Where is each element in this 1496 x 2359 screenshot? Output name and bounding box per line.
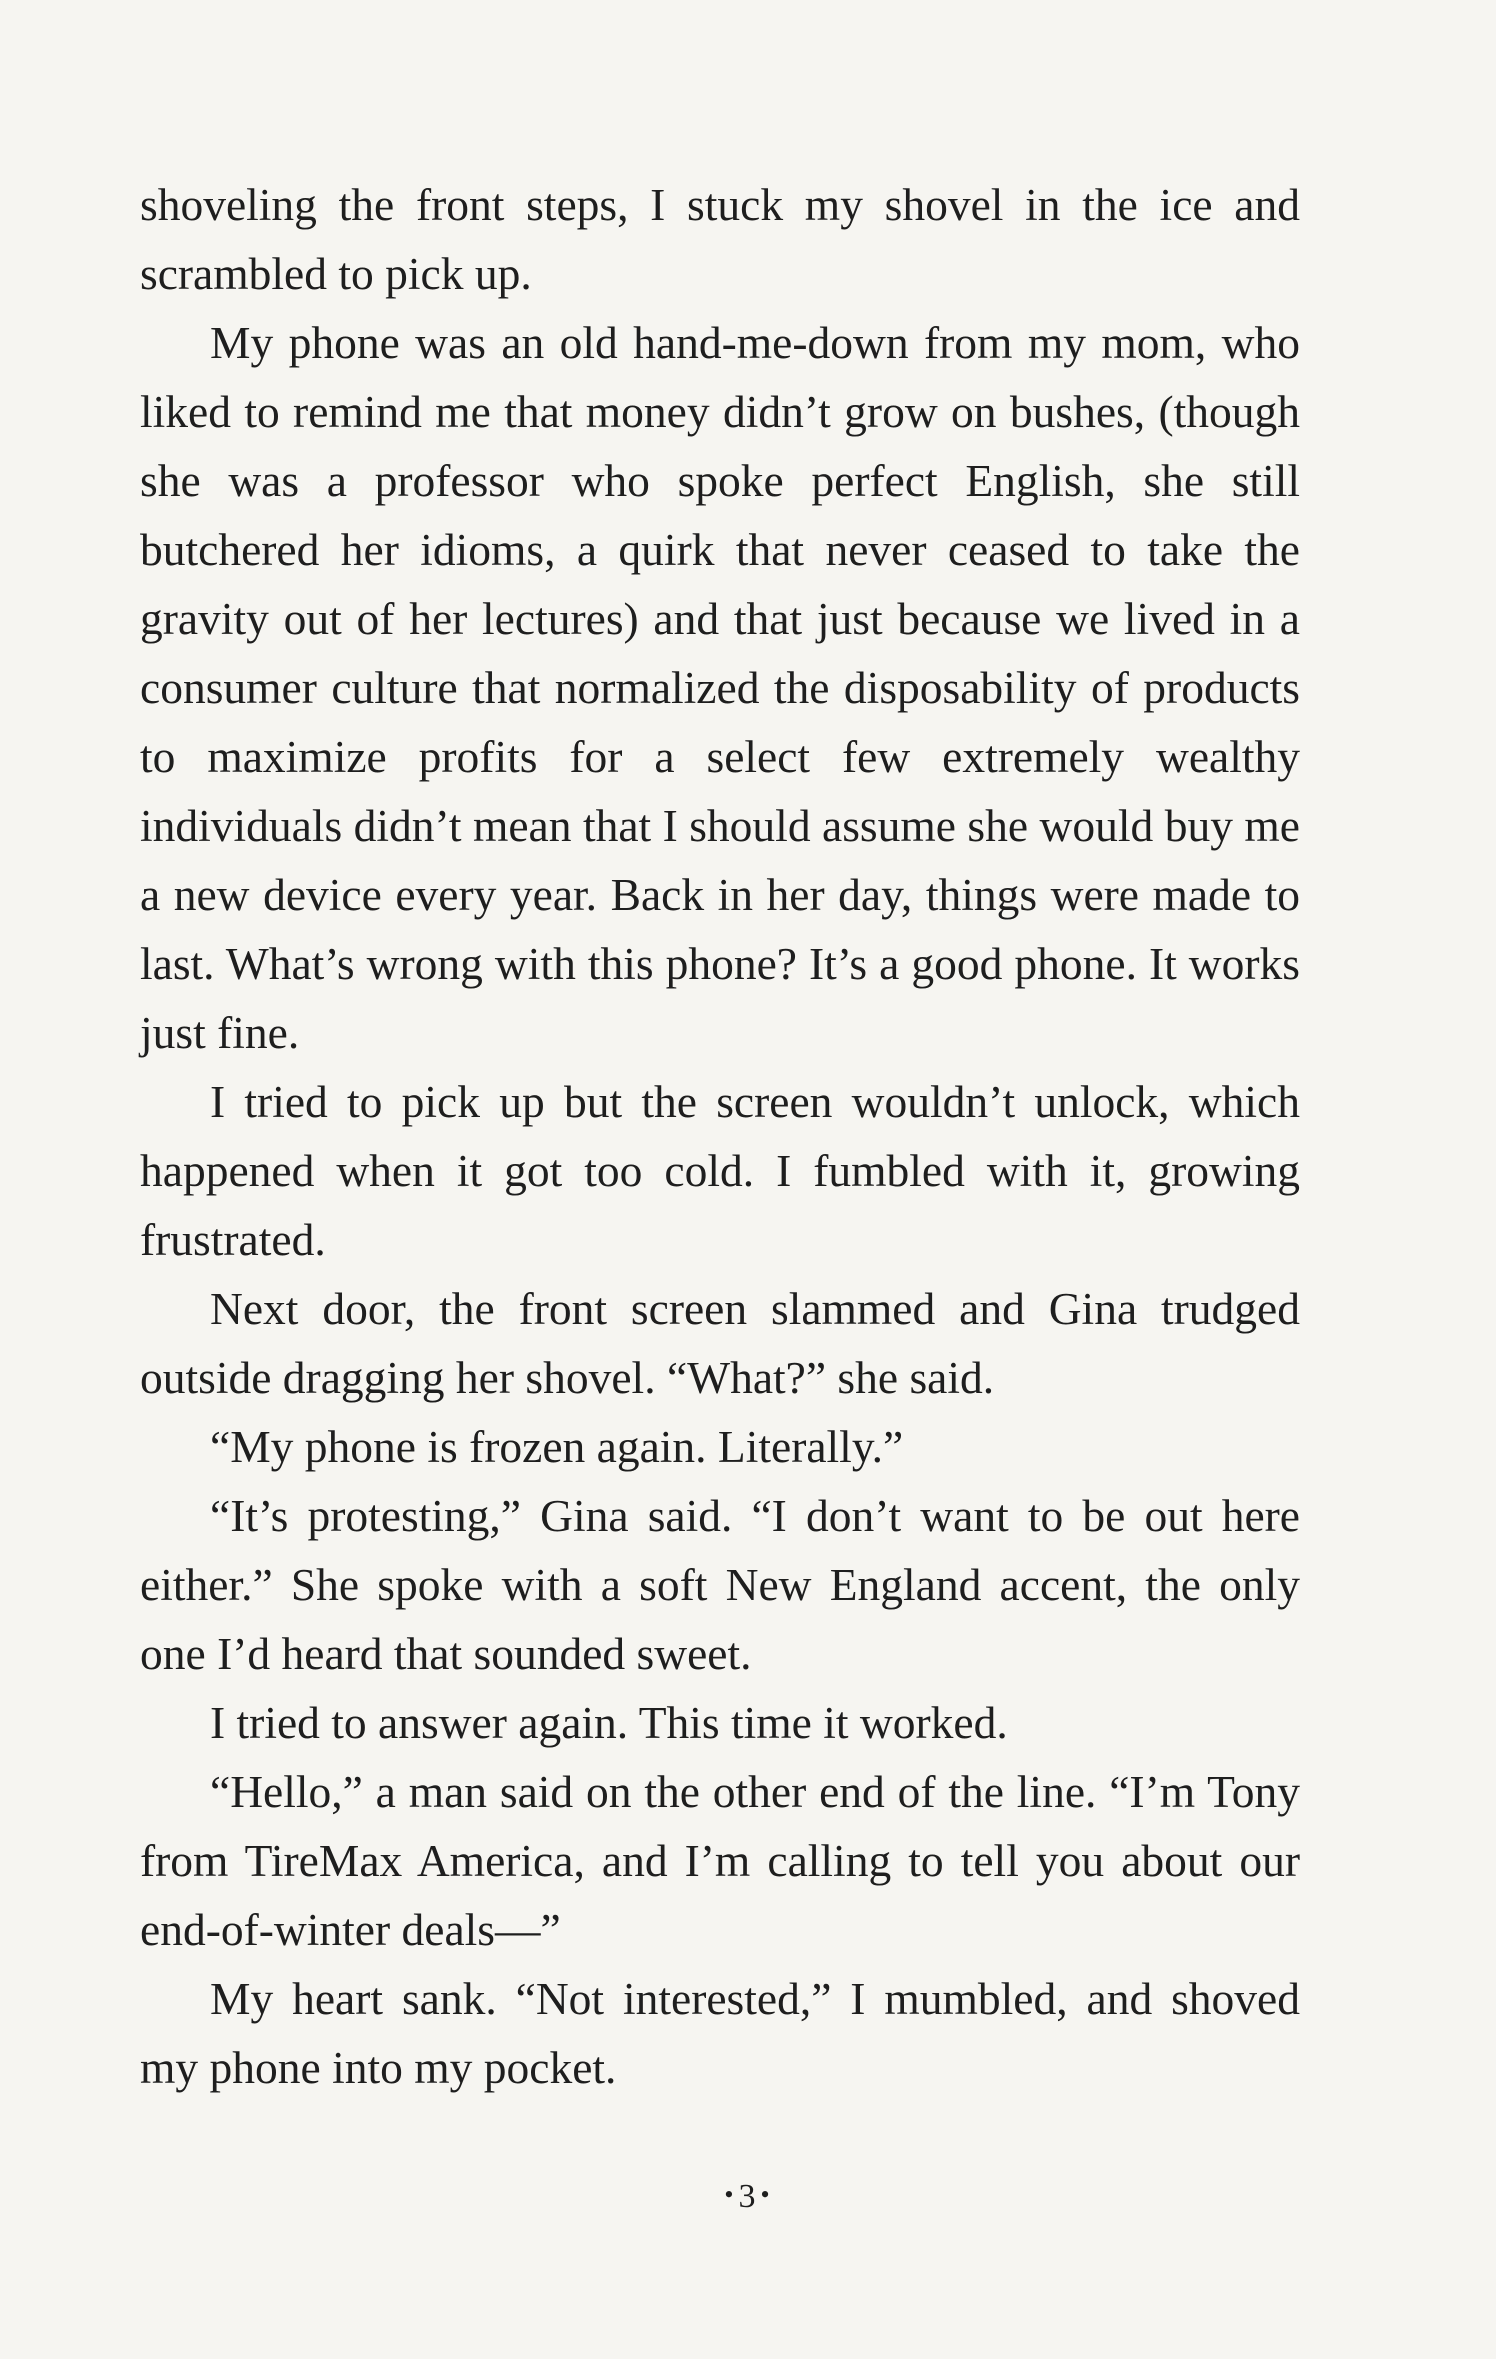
page-number — [0, 2178, 1496, 2216]
paragraph: My phone was an old hand-me-down from my mom, who liked to remind me that money didn’t grow on bushes, (though she was a professor who spoke perfect English, she still butchered her idioms, a quirk that never ceased to take the gravity out of her lectures) and that just because we lived in a consumer culture that normalized the disposability of products to maximize profits for a select few extremely wealthy individuals didn’t mean that I should assume she would buy me a new device every year. Back in her day, things were made to last. What’s wrong with this phone? It’s a good phone. It works just fine. — [140, 317, 1300, 1058]
page-number-value: 3 — [738, 2178, 758, 2215]
paragraph: Next door, the front screen slammed and Gina trudged outside dragging her shovel. “What?” she said. — [140, 1283, 1300, 1403]
paragraph: “It’s protesting,” Gina said. “I don’t want to be out here either.” She spoke with a soft New England accent, the only one I’d heard that sounded sweet. — [140, 1490, 1300, 1679]
bullet-ornament: • — [724, 2180, 736, 2209]
paragraph: I tried to answer again. This time it worked. — [210, 1697, 1008, 1748]
paragraph: I tried to pick up but the screen wouldn’t unlock, which happened when it got too cold. I fumbled with it, growing frustrated. — [140, 1076, 1300, 1265]
paragraph: shoveling the front steps, I stuck my shovel in the ice and scrambled to pick up. — [140, 179, 1300, 299]
paragraph: My heart sank. “Not interested,” I mumbled, and shoved my phone into my pocket. — [140, 1973, 1300, 2093]
bullet-ornament: • — [760, 2180, 772, 2209]
body-text — [140, 170, 1300, 2102]
paragraph: “Hello,” a man said on the other end of the line. “I’m Tony from TireMax America, and I’m calling to tell you about our end-of-winter deals—” — [140, 1766, 1300, 1955]
paragraph: “My phone is frozen again. Literally.” — [210, 1421, 904, 1472]
